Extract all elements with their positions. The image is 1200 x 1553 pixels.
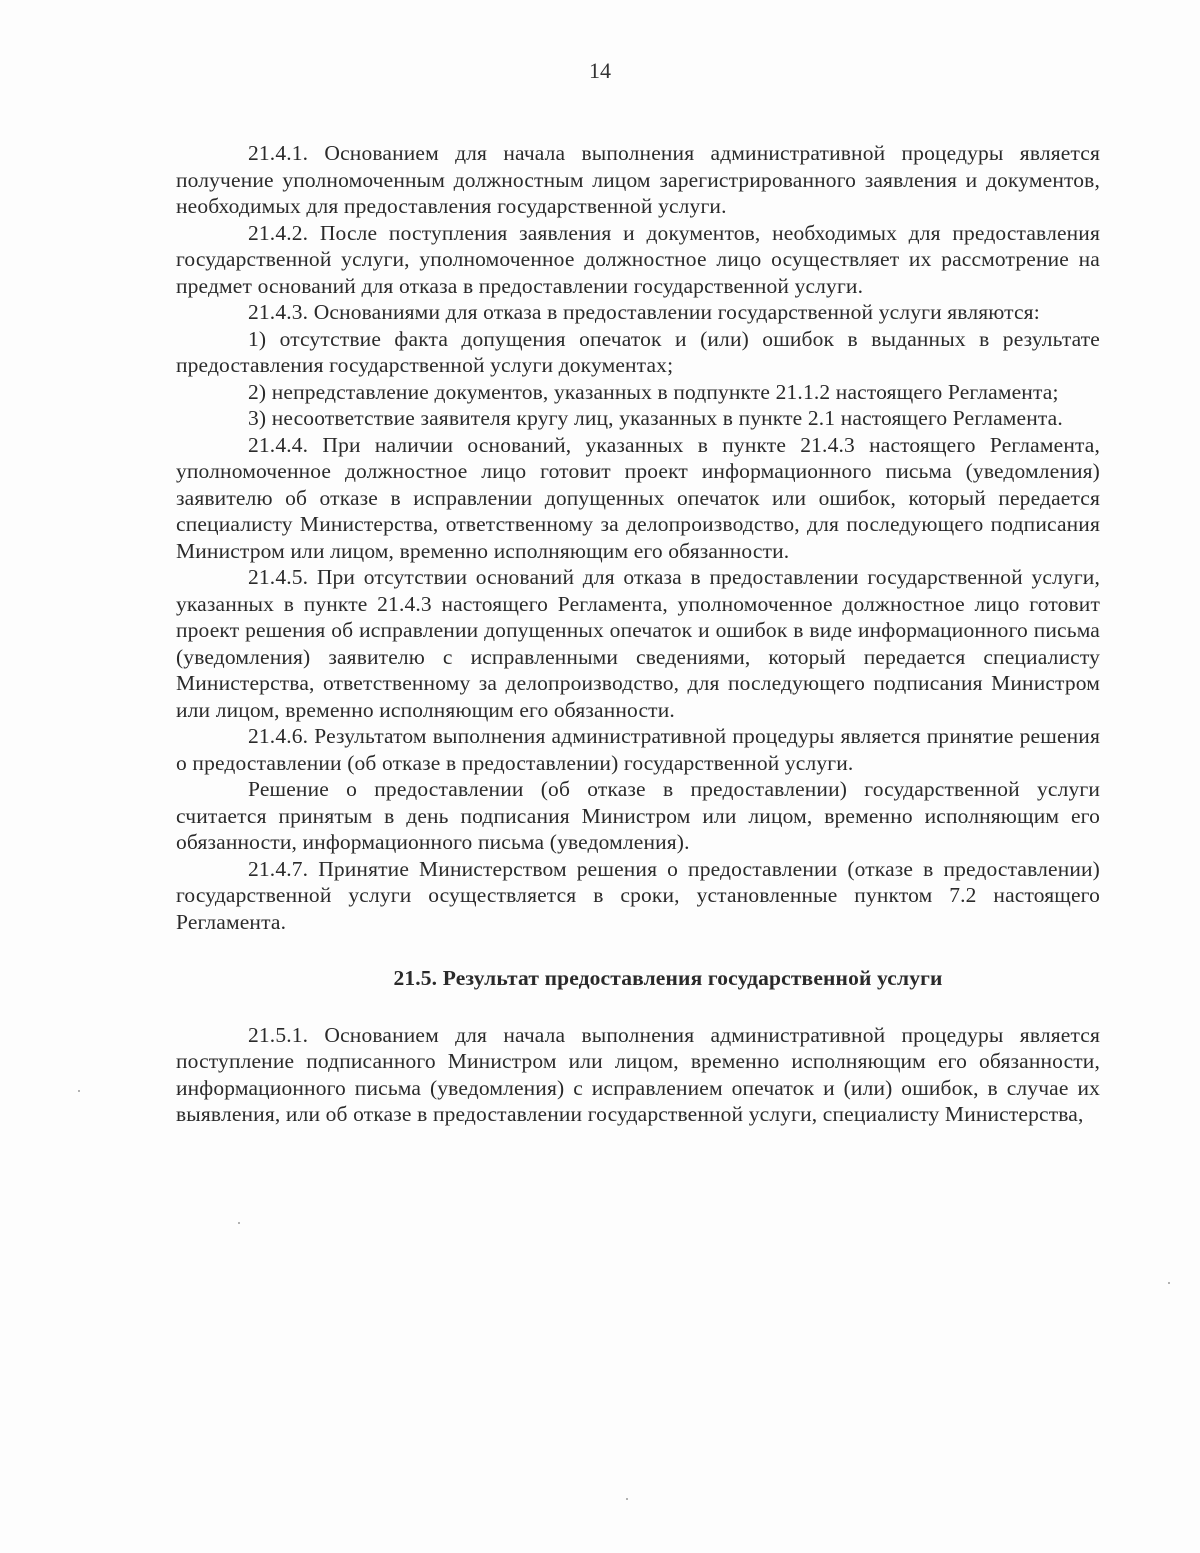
- paragraph-21-4-5: 21.4.5. При отсутствии оснований для отказа в предоставлении государственной услуги, указанных в пункте 21.4.3 настоящего Регламента, уполномоченное должностное лицо готовит проект решения об исправлении допущенных опечаток и ошибок в виде информационного письма (уведомления) заявителю с исправленными сведениями, который передается специалисту Министерства, ответственному за делопроизводство, для последующего подписания Министром или лицом, временно исполняющим его обязанности.: [176, 565, 1100, 722]
- list-item-3: 3) несоответствие заявителя кругу лиц, указанных в пункте 2.1 настоящего Регламента.: [248, 406, 1063, 430]
- document-body: [176, 140, 1100, 1128]
- paragraph-21-4-2: 21.4.2. После поступления заявления и документов, необходимых для предоставления государственной услуги, уполномоченное должностное лицо осуществляет их рассмотрение на предмет оснований для отказа в предоставлении государственной услуги.: [176, 220, 1100, 298]
- list-item-2: 2) непредставление документов, указанных в подпункте 21.1.2 настоящего Регламента;: [248, 379, 1059, 404]
- paragraph-21-4-4: 21.4.4. При наличии оснований, указанных в пункте 21.4.3 настоящего Регламента, уполномоченное должностное лицо готовит проект информационного письма (уведомления) заявителю об отказе в исправлении допущенных опечаток или ошибок, который передается специалисту Министерства, ответственному за делопроизводство, для последующего подписания Министром или лицом, временно исполняющим его обязанности.: [176, 432, 1100, 563]
- list-item-1: 1) отсутствие факта допущения опечаток и (или) ошибок в выданных в результате предоставления государственной услуги документах;: [176, 326, 1100, 377]
- section-heading: 21.5. Результат предоставления государственной услуги: [393, 966, 943, 990]
- paragraph-decision: Решение о предоставлении (об отказе в предоставлении) государственной услуги считается принятым в день подписания Министром или лицом, временно исполняющим его обязанности, информационного письма (уведомления).: [176, 777, 1100, 854]
- scan-speck: [626, 1498, 628, 1500]
- paragraph-21-4-3: 21.4.3. Основаниями для отказа в предоставлении государственной услуги являются:: [248, 300, 1040, 324]
- page-number: 14: [589, 58, 611, 83]
- scan-speck: [238, 1222, 240, 1224]
- scan-speck: [78, 1090, 80, 1092]
- paragraph-21-5-1: 21.5.1. Основанием для начала выполнения административной процедуры является поступление подписанного Министром или лицом, временно исполняющим его обязанности, информационного письма (уведомления) с исправлением опечаток и (или) ошибок, в случае их выявления, или об отказе в предоставлении государственной услуги, специалисту Министерства,: [176, 1022, 1100, 1126]
- paragraph-21-4-7: 21.4.7. Принятие Министерством решения о предоставлении (отказе в предоставлении) государственной услуги осуществляется в сроки, установленные пунктом 7.2 настоящего Регламента.: [176, 856, 1100, 934]
- scan-speck: [1168, 1282, 1170, 1284]
- paragraph-21-4-1: 21.4.1. Основанием для начала выполнения административной процедуры является получение уполномоченным должностным лицом зарегистрированного заявления и документов, необходимых для предоставления государственной услуги.: [176, 141, 1100, 218]
- paragraph-21-4-6: 21.4.6. Результатом выполнения административной процедуры является принятие решения о предоставлении (об отказе в предоставлении) государственной услуги.: [176, 724, 1100, 775]
